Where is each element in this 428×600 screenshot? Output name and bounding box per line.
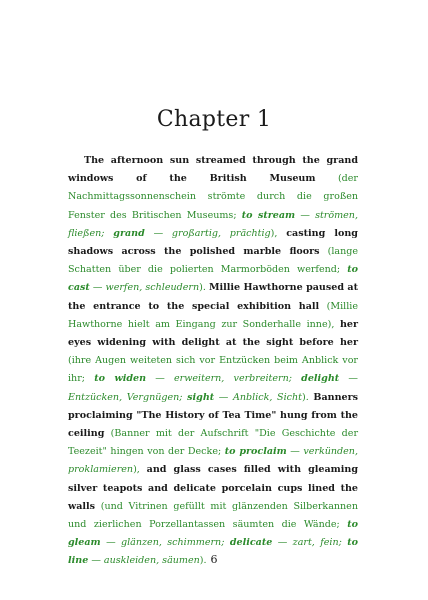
vocab-translation: großartig, prächtig [171, 227, 271, 239]
vocab-entry [187, 392, 302, 403]
vocab-word: to line [68, 537, 359, 567]
german-translation: (Banner mit der Aufschrift "Die Geschichte der Teezeit" hingen von der Decke; [68, 428, 359, 458]
german-translation: (ihre Augen weiteten sich vor Entzücken beim Anblick vor ihr; [68, 355, 358, 385]
german-translation: (der Nachmittagssonnenschein strömte durch die großen Fenster des Britischen Museums; [68, 173, 358, 221]
vocab-dash: — [88, 555, 104, 567]
vocab-word: grand [113, 227, 145, 239]
vocab-translation: erweitern, verbreitern; [174, 373, 292, 385]
chapter-body [68, 152, 358, 571]
vocab-dash: — [214, 391, 233, 403]
vocab-word: to gleam [68, 519, 358, 549]
vocab-word: to widen [94, 373, 147, 385]
vocab-dash: — [146, 373, 175, 385]
german-close: ). [301, 391, 309, 403]
page-number: 6 [210, 553, 218, 566]
english-sentence: Banners proclaiming "The History of Tea Time" hung from the ceiling [68, 391, 358, 440]
english-sentence: casting long shadows across the polished marble floors [68, 227, 358, 258]
vocab-translation: Anblick, Sicht [232, 391, 302, 403]
german-close: ), [133, 464, 140, 476]
vocab-dash: — [89, 282, 106, 294]
vocab-word: to proclaim [224, 446, 287, 458]
german-close: ). [199, 555, 207, 567]
english-sentence: Millie Hawthorne paused at the entrance to the special exhibition hall [68, 282, 358, 312]
vocab-dash: — [339, 373, 358, 385]
vocab-dash: — [100, 537, 122, 549]
vocab-word: delicate [229, 537, 273, 549]
english-sentence: her eyes widening with delight at the sight before her [68, 318, 358, 349]
vocab-word: to cast [68, 264, 358, 294]
german-close: ), [270, 227, 278, 239]
vocab-word: sight [187, 391, 215, 403]
vocab-entry [94, 373, 292, 384]
vocab-dash: — [144, 227, 172, 239]
german-translation: (und Vitrinen gefüllt mit glänzenden Silberkannen und zierlichen Porzellantassen säumten die Wände; [68, 500, 358, 531]
english-sentence: The afternoon sun streamed through the grand windows of the British Museum [68, 155, 358, 185]
vocab-translation: Entzücken, Vergnügen; [68, 391, 183, 403]
vocab-entry [113, 228, 270, 239]
vocab-entry [230, 537, 342, 548]
vocab-translation: zart, fein; [292, 537, 342, 549]
english-sentence: and glass cases filled with gleaming silver teapots and delicate porcelain cups lined the walls [68, 464, 358, 512]
vocab-translation: glänzen, schimmern; [121, 537, 225, 549]
vocab-dash: — [272, 537, 293, 549]
vocab-dash: — [295, 209, 316, 221]
chapter-title: Chapter 1 [156, 106, 272, 132]
vocab-word: delight [301, 373, 340, 385]
german-translation: (lange Schatten über die polierten Marmorböden werfend; [68, 246, 358, 276]
vocab-translation: auskleiden, säumen [103, 555, 200, 567]
vocab-dash: — [286, 446, 304, 458]
german-translation: (Millie Hawthorne hielt am Eingang zur Sonderhalle inne), [68, 300, 358, 330]
german-close: ). [199, 282, 206, 294]
vocab-translation: werfen, schleudern [105, 282, 200, 294]
vocab-translation: verkünden, proklamieren [68, 446, 358, 476]
paragraph [68, 152, 358, 571]
vocab-translation: strömen, fließen; [68, 209, 358, 239]
vocab-word: to stream [241, 209, 296, 221]
